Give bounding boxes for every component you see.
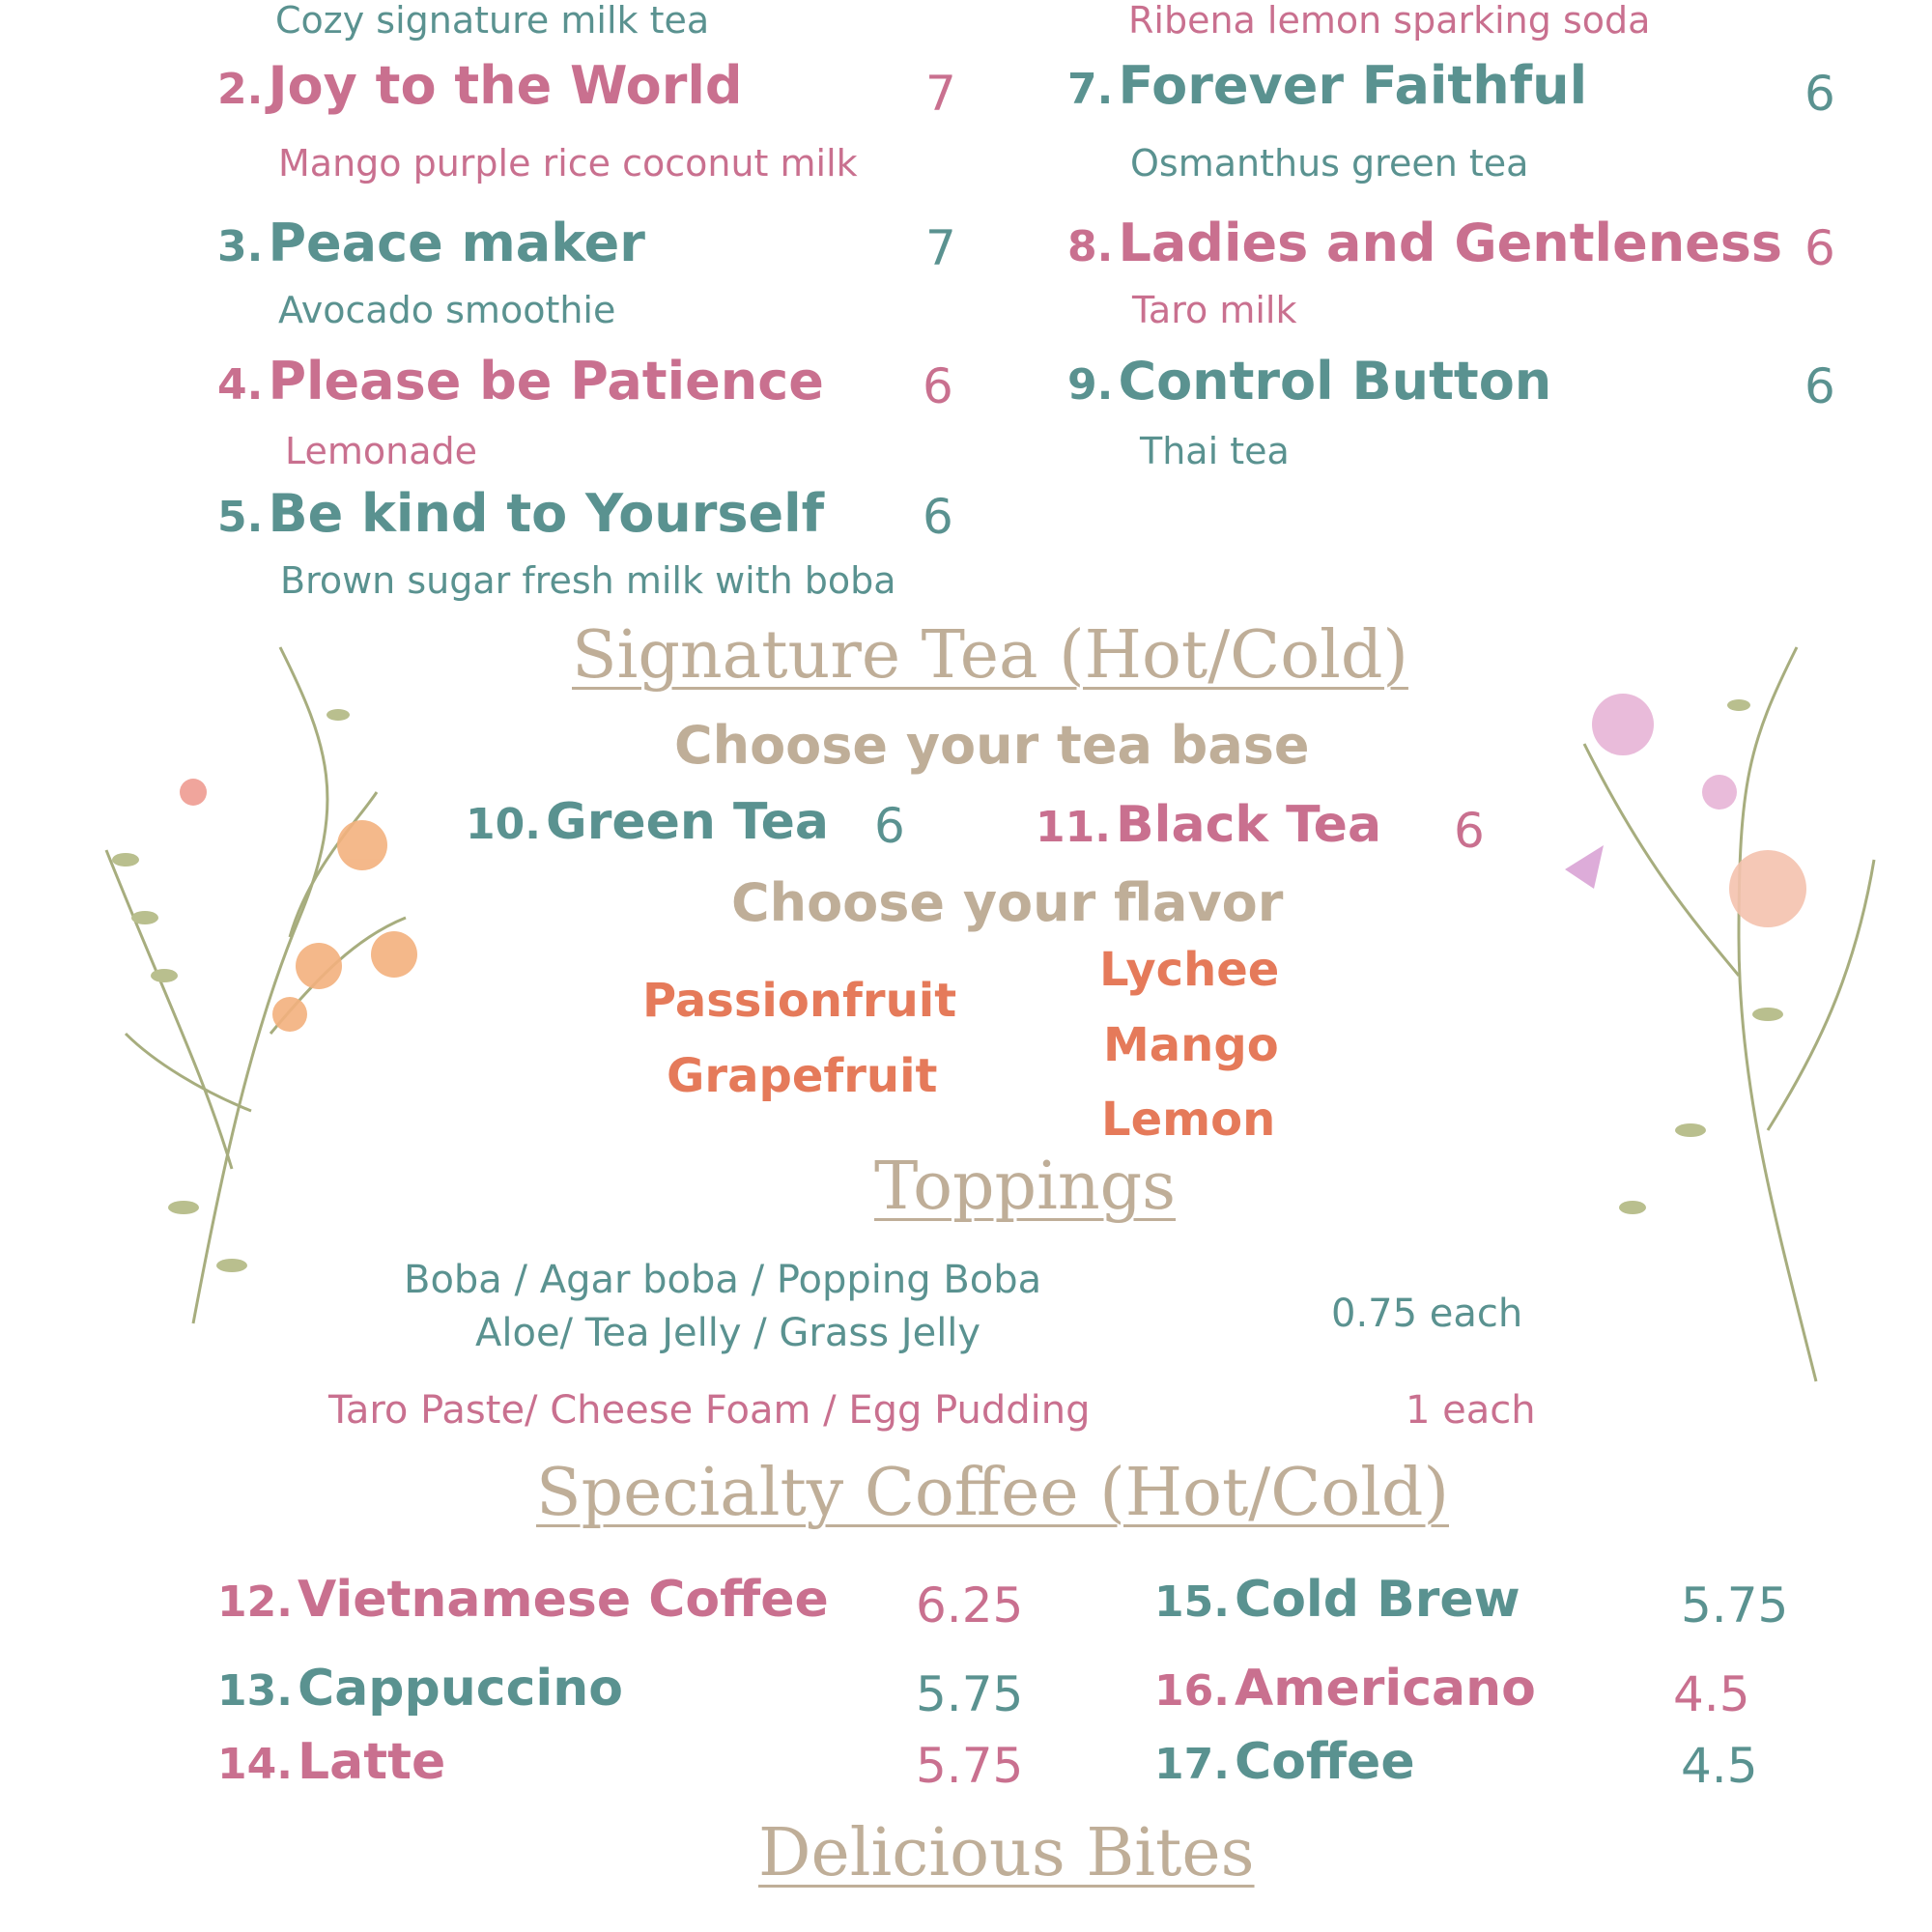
drink-row	[1067, 55, 1588, 116]
drink-price: 7	[925, 220, 956, 276]
coffee-number: 16.	[1154, 1666, 1230, 1716]
section-heading-bites: Delicious Bites	[758, 1815, 1255, 1891]
toppings-line: Boba / Agar boba / Popping Boba	[404, 1258, 1042, 1302]
coffee-row	[1154, 1571, 1520, 1629]
coffee-row	[217, 1660, 623, 1718]
drink-description: Avocado smoothie	[278, 289, 616, 331]
coffee-number: 14.	[217, 1740, 293, 1789]
coffee-name: Latte	[298, 1733, 446, 1791]
drink-row	[217, 213, 645, 273]
tea-base-item	[466, 793, 829, 851]
coffee-row	[217, 1571, 829, 1629]
coffee-price: 5.75	[916, 1666, 1024, 1722]
coffee-name: Vietnamese Coffee	[298, 1571, 829, 1629]
flavor-item: Passionfruit	[642, 974, 957, 1028]
coffee-row	[217, 1733, 446, 1791]
coffee-row	[1154, 1733, 1415, 1791]
coffee-price: 5.75	[916, 1738, 1024, 1794]
drink-price: 6	[1804, 66, 1835, 122]
toppings-line: Aloe/ Tea Jelly / Grass Jelly	[475, 1311, 981, 1355]
toppings-price: 1 each	[1406, 1388, 1536, 1433]
drink-price: 6	[1804, 220, 1835, 276]
drink-number: 3.	[217, 222, 264, 271]
drink-name: Be kind to Yourself	[268, 483, 825, 544]
coffee-number: 12.	[217, 1577, 293, 1627]
drink-number: 7.	[1067, 65, 1114, 114]
drink-row	[217, 483, 825, 544]
drink-name: Forever Faithful	[1118, 55, 1588, 116]
drink-price: 7	[925, 66, 956, 122]
item1-description: Cozy signature milk tea	[275, 0, 710, 42]
drink-name: Please be Patience	[268, 351, 824, 412]
drink-number: 4.	[217, 360, 264, 410]
drink-name: Peace maker	[268, 213, 645, 273]
drink-price: 6	[923, 358, 953, 414]
tea-base-label: Choose your tea base	[674, 715, 1310, 776]
drink-number: 9.	[1067, 360, 1114, 410]
tea-price: 6	[1454, 803, 1485, 859]
flavor-item: Lemon	[1101, 1093, 1276, 1147]
tea-name: Green Tea	[546, 793, 829, 851]
drink-number: 2.	[217, 65, 264, 114]
coffee-name: Cappuccino	[298, 1660, 623, 1718]
coffee-price: 4.5	[1673, 1666, 1750, 1722]
coffee-number: 17.	[1154, 1740, 1230, 1789]
tea-base-item	[1036, 796, 1382, 854]
coffee-name: Cold Brew	[1235, 1571, 1520, 1629]
flavor-item: Mango	[1103, 1018, 1279, 1072]
floral-left-illustration	[87, 628, 454, 1343]
tea-number: 10.	[466, 800, 541, 849]
drink-row	[217, 55, 743, 116]
flavor-item: Grapefruit	[667, 1049, 938, 1103]
drink-row	[1067, 213, 1783, 273]
flavor-item: Lychee	[1099, 943, 1280, 997]
coffee-price: 5.75	[1681, 1577, 1789, 1634]
drink-description: Lemonade	[285, 430, 478, 472]
tea-name: Black Tea	[1116, 796, 1382, 854]
flavor-label: Choose your flavor	[731, 872, 1284, 933]
tea-price: 6	[874, 798, 905, 854]
toppings-price: 0.75 each	[1331, 1292, 1523, 1336]
section-heading-toppings: Toppings	[874, 1149, 1177, 1225]
section-heading-signature-tea: Signature Tea (Hot/Cold)	[572, 617, 1408, 694]
drink-description: Osmanthus green tea	[1130, 142, 1529, 185]
drink-description: Taro milk	[1132, 289, 1297, 331]
toppings-line: Taro Paste/ Cheese Foam / Egg Pudding	[328, 1388, 1091, 1433]
drink-description: Brown sugar fresh milk with boba	[280, 559, 896, 602]
coffee-number: 15.	[1154, 1577, 1230, 1627]
drink-name: Joy to the World	[268, 55, 743, 116]
coffee-name: Americano	[1235, 1660, 1536, 1718]
coffee-name: Coffee	[1235, 1733, 1415, 1791]
drink-price: 6	[923, 489, 953, 545]
drink-name: Ladies and Gentleness	[1118, 213, 1783, 273]
coffee-price: 6.25	[916, 1577, 1024, 1634]
item6-description: Ribena lemon sparking soda	[1128, 0, 1651, 42]
tea-number: 11.	[1036, 803, 1111, 852]
drink-number: 8.	[1067, 222, 1114, 271]
drink-number: 5.	[217, 493, 264, 542]
section-heading-coffee: Specialty Coffee (Hot/Cold)	[536, 1455, 1449, 1531]
drink-price: 6	[1804, 358, 1835, 414]
floral-right-illustration	[1546, 628, 1893, 1401]
drink-description: Mango purple rice coconut milk	[278, 142, 858, 185]
coffee-number: 13.	[217, 1666, 293, 1716]
drink-row	[1067, 351, 1552, 412]
drink-description: Thai tea	[1140, 430, 1290, 472]
coffee-row	[1154, 1660, 1536, 1718]
coffee-price: 4.5	[1681, 1738, 1758, 1794]
drink-row	[217, 351, 824, 412]
drink-name: Control Button	[1118, 351, 1552, 412]
